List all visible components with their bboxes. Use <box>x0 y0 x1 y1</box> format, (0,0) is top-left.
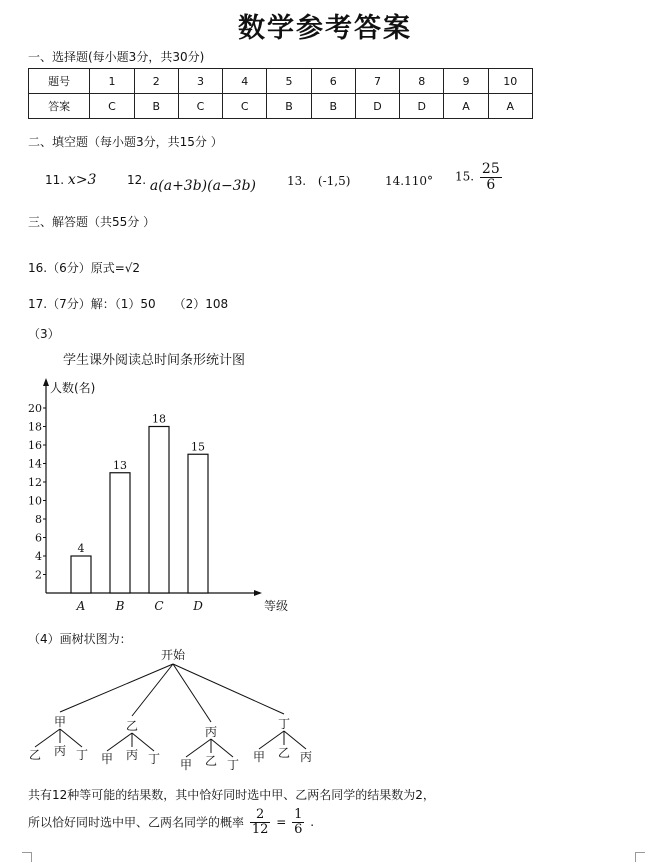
chart-title: 学生课外阅读总时间条形统计图 <box>63 353 246 368</box>
q11-label: 11. <box>45 173 65 187</box>
q16-text: 16.（6分）原式=√2 <box>28 261 141 275</box>
table-cell-answer: A <box>488 94 532 119</box>
y-tick-label: 16 <box>28 439 42 452</box>
tree-node-level2: 甲 <box>100 752 114 766</box>
tree-node-level2: 丁 <box>226 758 240 772</box>
table-cell-number: 4 <box>223 69 267 94</box>
x-tick-label: D <box>193 599 203 613</box>
table-cell-answer: B <box>311 94 355 119</box>
x-tick-label: A <box>76 599 86 613</box>
table-cell-answer: C <box>90 94 134 119</box>
y-tick-label: 18 <box>28 420 42 434</box>
x-tick-label: B <box>115 599 125 613</box>
y-tick-label: 2 <box>35 568 42 582</box>
x-axis-arrow <box>254 590 262 596</box>
tree-node-level2: 丙 <box>299 750 313 764</box>
table-cell-answer: C <box>178 94 222 119</box>
x-tick-label: C <box>154 599 164 613</box>
tree-node-level1: 丙 <box>204 725 218 739</box>
table-row-answers <box>29 94 533 119</box>
bar <box>110 473 130 593</box>
q14 <box>385 174 433 188</box>
tree-node-level2: 丁 <box>147 752 161 766</box>
y-tick-label: 20 <box>28 402 42 415</box>
q11-answer: x>3 <box>67 172 97 188</box>
bar-value-label: 4 <box>77 542 85 555</box>
table-cell-answer: D <box>355 94 399 119</box>
y-tick-label: 12 <box>28 476 42 489</box>
q17-part3: （3） <box>28 327 60 341</box>
tree-branch <box>60 664 173 712</box>
y-tick-label: 4 <box>35 550 42 563</box>
q13-answer: (-1,5) <box>317 174 351 188</box>
prob-numerator-2: 1 <box>294 807 303 822</box>
y-tick-label: 10 <box>28 494 42 508</box>
table-cell-answer: C <box>223 94 267 119</box>
tree-node-level2: 丙 <box>53 744 67 758</box>
q15-fraction <box>480 162 502 192</box>
q15-numerator: 25 <box>481 161 500 177</box>
bar <box>71 556 91 593</box>
prob-denominator-1: 12 <box>251 821 269 837</box>
page-corner-mark-left <box>22 852 32 862</box>
q15 <box>455 162 504 192</box>
table-cell-number: 1 <box>90 69 134 94</box>
prob-period: . <box>310 815 315 830</box>
q15-denominator: 6 <box>486 176 496 193</box>
table-cell-number: 2 <box>134 69 178 94</box>
tree-node-level2: 甲 <box>179 758 193 772</box>
q12-label: 12. <box>127 173 147 187</box>
answer-table <box>28 68 533 119</box>
y-tick-label: 14 <box>28 457 42 471</box>
table-cell-number: 6 <box>311 69 355 94</box>
tree-node-level2: 乙 <box>277 746 291 760</box>
q17-part4: （4）画树状图为： <box>28 632 132 646</box>
q13 <box>287 174 350 188</box>
bar-value-label: 15 <box>191 440 205 454</box>
table-cell-answer: A <box>444 94 488 119</box>
bar-value-label: 13 <box>113 458 127 472</box>
prob-fraction-1 <box>250 808 271 836</box>
conclusion-prefix: 所以恰好同时选中甲、乙两名同学的概率 <box>28 815 245 830</box>
tree-branch <box>132 664 173 716</box>
table-cell-answer: B <box>134 94 178 119</box>
q12 <box>127 172 257 194</box>
table-row-numbers <box>29 69 533 94</box>
bar <box>149 427 169 594</box>
table-cell-answer: D <box>400 94 444 119</box>
q14-label: 14. <box>385 174 405 188</box>
bar-chart <box>20 372 320 622</box>
tree-node-level2: 丁 <box>75 748 89 762</box>
table-cell-number: 5 <box>267 69 311 94</box>
q14-answer: 110° <box>404 174 433 188</box>
tree-node-level2: 乙 <box>28 748 42 762</box>
section1-heading: 一、选择题(每小题3分，共30分) <box>28 50 205 64</box>
prob-equals: = <box>276 815 287 830</box>
table-head-label: 答案 <box>29 94 90 119</box>
tree-node-level2: 丙 <box>125 748 139 762</box>
table-cell-number: 10 <box>488 69 532 94</box>
table-cell-number: 7 <box>355 69 399 94</box>
conclusion-line2 <box>28 808 314 836</box>
section2-heading: 二、填空题（每小题3分，共15分 ） <box>28 135 223 149</box>
q11 <box>45 172 96 188</box>
section3-heading: 三、解答题（共55分 ） <box>28 215 156 229</box>
q15-label: 15. <box>455 169 475 184</box>
tree-node-level1: 乙 <box>125 719 139 733</box>
table-cell-number: 3 <box>178 69 222 94</box>
tree-node-level2: 甲 <box>252 750 266 764</box>
bar <box>188 454 208 593</box>
y-axis-arrow <box>43 378 49 386</box>
table-cell-number: 8 <box>400 69 444 94</box>
y-axis-label: 人数(名) <box>50 381 96 395</box>
page-corner-mark-right <box>635 852 645 862</box>
bar-value-label: 18 <box>152 412 166 426</box>
tree-node-level1: 甲 <box>53 715 67 729</box>
q12-answer: a(a+3b)(a−3b) <box>149 178 257 194</box>
page-title: 数学参考答案 <box>238 13 412 44</box>
prob-numerator-1: 2 <box>250 808 271 823</box>
x-axis-label: 等级 <box>264 599 289 613</box>
conclusion-line1: 共有12种等可能的结果数，其中恰好同时选中甲、乙两名同学的结果数为2， <box>28 788 435 802</box>
prob-denominator-2: 6 <box>294 821 303 837</box>
table-cell-answer: B <box>267 94 311 119</box>
y-tick-label: 6 <box>35 531 42 545</box>
prob-fraction-2 <box>292 808 304 836</box>
tree-root: 开始 <box>160 648 186 662</box>
y-tick-label: 8 <box>35 513 42 526</box>
tree-diagram <box>20 645 330 775</box>
tree-node-level1: 丁 <box>277 717 291 731</box>
table-cell-number: 9 <box>444 69 488 94</box>
tree-node-level2: 乙 <box>204 754 218 768</box>
q17-text: 17.（7分）解：（1）50 （2）108 <box>28 297 229 311</box>
q13-label: 13. <box>287 174 307 188</box>
table-head-label: 题号 <box>29 69 90 94</box>
